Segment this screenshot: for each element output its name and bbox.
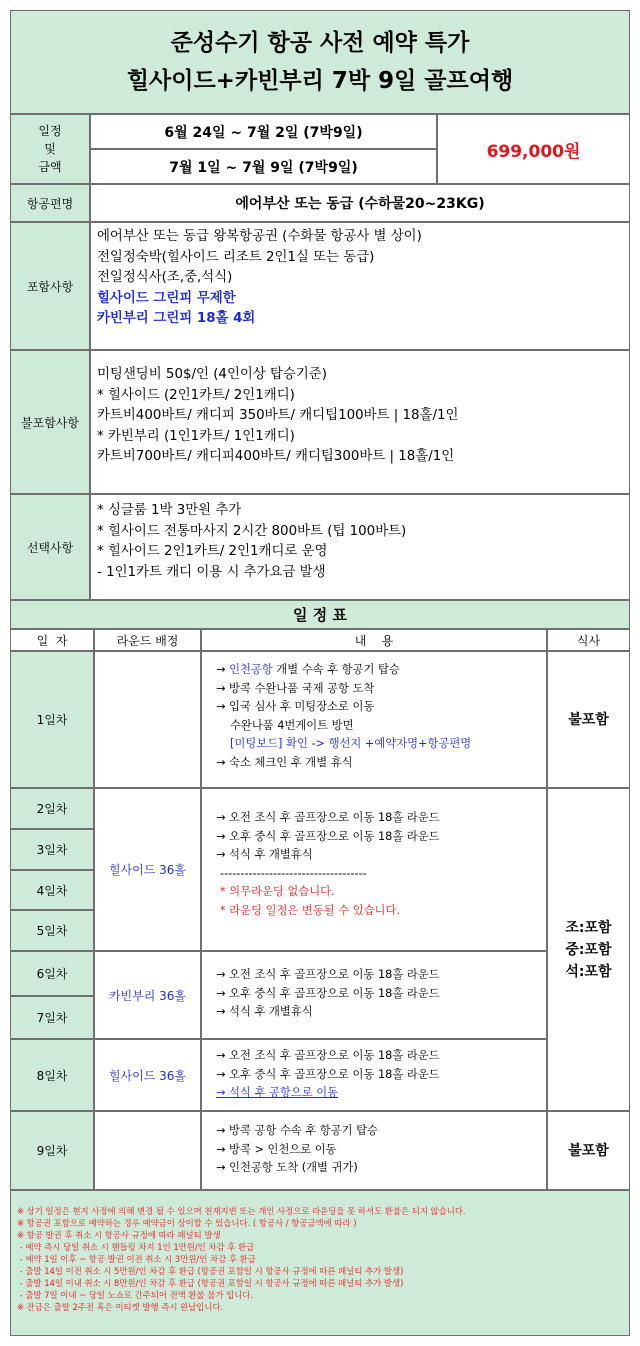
price: 699,000원 [437,114,630,184]
separator-line: ------------------------------------ [220,866,367,880]
excluded-item: * 카빈부리 (1인1카트/ 1인1캐디) [97,428,295,444]
arrow: → [216,663,230,676]
excluded-item: 미팅샌딩비 50$/인 (4인이상 탑승기준) [97,367,327,382]
optional-label: 선택사항 [10,494,90,600]
day-cell-4: 4일차 [10,870,94,910]
content-line: → 오전 조식 후 골프장으로 이동 18홀 라운드 [216,811,440,824]
optional-item: * 힐사이드 전통마사지 2시간 800바트 (팁 100바트) [97,523,407,539]
round-cell-day1 [94,651,201,788]
content-line: → 인천공항 도착 (개별 귀가) [216,1161,358,1174]
title-line-2: 힐사이드+카빈부리 7박 9일 골프여행 [126,68,514,94]
content-line: → 석식 후 개별휴식 [216,1005,313,1018]
excluded-item: 카트비400바트/ 캐디피 350바트/ 캐디팁100바트 | 18홀/1인 [97,408,459,423]
title-line-1: 준성수기 항공 사전 예약 특가 [170,30,470,56]
content-line: → 오후 중식 후 골프장으로 이동 18홀 라운드 [216,1067,440,1081]
round-cell-kabinburi: 카빈부리 36홀 [94,951,201,1039]
date-range-2: 7월 1일 ~ 7월 9일 (7박9일) [90,149,437,184]
included-item: 에어부산 또는 동급 왕복항공권 (수화물 항공사 별 상이) [97,229,422,244]
notice-line: * 의무라운딩 없습니다. [220,885,335,898]
included-item: 카빈부리 그린피 18홀 4회 [97,311,256,326]
round-cell-hillside-1: 힐사이드 36홀 [94,788,201,951]
content-line: 수완나품 4번게이트 방면 [230,718,354,732]
flight-label: 항공편명 [10,184,90,222]
day-cell-7: 7일차 [10,996,94,1039]
date-range-1: 6월 24일 ~ 7월 2일 (7박9일) [90,114,437,149]
schedule-price-label: 일정 및 금액 [10,114,90,184]
col-header-content: 내 용 [201,629,547,651]
notice-line: * 라운딩 일정은 변동될 수 있습니다. [220,903,400,917]
round-cell-hillside-2: 힐사이드 36홀 [94,1039,201,1111]
meal-dinner: 석:포함 [565,963,612,980]
content-day1 [201,651,547,788]
content-line: → 석식 후 개별휴식 [216,848,313,861]
content-line: → 오전 조식 후 골프장으로 이동 18홀 라운드 [216,968,440,981]
day-cell-2: 2일차 [10,788,94,829]
content-line: → 오전 조식 후 골프장으로 이동 18홀 라운드 [216,1049,440,1062]
day-cell-5: 5일차 [10,910,94,951]
excluded-label: 불포함사항 [10,350,90,494]
day-cell-3: 3일차 [10,829,94,870]
note-line: ※ 항공권 포함으로 예약하는 경우 예약금이 상이할 수 있습니다. ( 항공사 / 항공금액에 따라 ) [17,1218,357,1228]
col-header-day: 일 자 [10,629,94,651]
included-label: 포함사항 [10,222,90,350]
content-line [216,661,546,680]
note-line: - 출발 7일 이내 ~ 당일 노쇼로 간주되어 전액 환불 불가 입니다. [17,1290,254,1300]
note-line: - 출발 14일 이전 취소 시 5만원/인 차감 후 환급 (항공권 포함일 시 항공사 규정에 따른 패널티 추가 발생) [17,1266,404,1276]
included-item: 힐사이드 그린피 무제한 [97,290,236,306]
excluded-item: * 힐사이드 (2인1카트/ 2인1캐디) [97,387,295,403]
note-line: ※ 항공 발권 후 취소 시 항공사 규정에 따라 패널티 발생 [17,1230,221,1240]
content-day9 [201,1111,547,1190]
included-list [90,222,630,350]
note-line: - 예약 즉시 당일 취소 시 핸들링 차지 1인 1만원/인 차감 후 환급 [17,1242,255,1252]
content-line: → 방콕 수완나품 국제 공항 도착 [216,681,375,695]
note-line: - 예약 1일 이후 ~ 항공 발권 이전 취소 시 3만원/인 차감 후 환급 [17,1254,256,1264]
optional-item: * 싱글룸 1박 3만원 추가 [97,503,242,518]
col-header-meal: 식사 [547,629,630,651]
day-cell-8: 8일차 [10,1039,94,1111]
note-line: ※ 상기 일정은 현지 사정에 의해 변경 될 수 있으며 천재지변 또는 개인 사정으로 라운딩을 못 하셔도 환불은 되지 않습니다. [17,1206,466,1216]
flight-value: 에어부산 또는 동급 (수하물20~23KG) [90,184,630,222]
excluded-item: 카트비700바트/ 캐디피400바트/ 캐디팁300바트 | 18홀/1인 [97,449,455,464]
day-cell-1: 1일차 [10,651,94,788]
content-golf-hillside-2 [201,1039,547,1111]
optional-item: * 힐사이드 2인1카트/ 2인1캐디로 운영 [97,544,328,559]
content-line: → 오후 중식 후 골프장으로 이동 18홀 라운드 [216,986,440,1000]
content-line: → 방콕 공항 수속 후 항공기 탑승 [216,1124,378,1137]
content-line: → 방콕 > 인천으로 이동 [216,1142,337,1156]
meal-breakfast: 조:포함 [565,919,612,936]
optional-list [90,494,630,600]
included-item: 전일정숙박(힐사이드 리조트 2인1실 또는 동급) [97,249,375,265]
itinerary-heading: 일 정 표 [10,600,630,629]
excluded-list [90,350,630,494]
meal-day1: 불포함 [547,651,630,788]
included-item: 전일정식사(조,중,석식) [97,270,233,285]
notes-block [10,1190,630,1336]
note-line: ※ 잔금은 출발 2주전 혹은 이티켓 발행 즉시 완납입니다. [17,1302,224,1312]
content-golf-hillside-1 [201,788,547,951]
incheon-airport-text: 인천공항 [229,663,273,676]
day-cell-6: 6일차 [10,951,94,996]
content-golf-kabinburi [201,951,547,1039]
content-line: → 숙소 체크인 후 개별 휴식 [216,755,353,769]
content-line: → 석식 후 공항으로 이동 [216,1086,339,1099]
optional-item: - 1인1카트 캐디 이용 시 추가요금 발생 [97,564,326,580]
col-header-round: 라운드 배정 [94,629,201,651]
title-block [10,10,630,114]
content-line: → 오후 중식 후 골프장으로 이동 18홀 라운드 [216,829,440,843]
content-line: → 입국 심사 후 미팅장소로 이동 [216,700,375,713]
content-text: 개별 수속 후 항공기 탑승 [272,663,400,676]
round-cell-day9 [94,1111,201,1190]
note-line: - 출발 14일 이내 취소 시 8만원/인 차감 후 환급 (항공권 포함일 시 항공사 규정에 따른 패널티 추가 발생) [17,1278,404,1288]
meal-days-2-8 [547,788,630,1111]
day-cell-9: 9일차 [10,1111,94,1190]
meal-lunch: 중:포함 [565,941,612,958]
content-line: [미팅보드] 확인 -> 행선지 +예약자명+항공편명 [230,737,472,750]
meal-day9: 불포함 [547,1111,630,1190]
